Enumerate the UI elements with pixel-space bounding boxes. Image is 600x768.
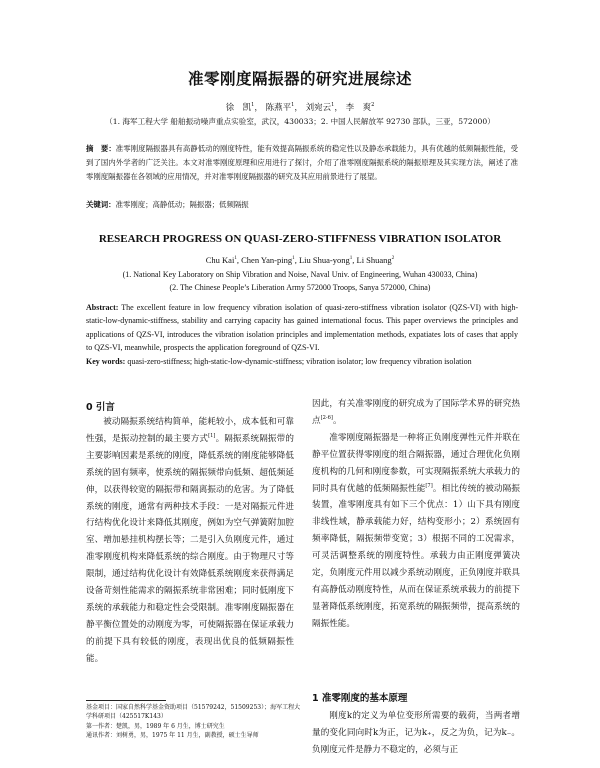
author-separator: ，	[334, 103, 343, 113]
chinese-keywords-label: 关键词：	[86, 200, 116, 209]
author-separator: ，	[294, 103, 303, 113]
en-author-separator: ,	[352, 255, 357, 265]
chinese-abstract	[86, 142, 518, 184]
english-affiliation-1: (1. National Key Laboratory on Ship Vibration and Noise, Naval Univ. of Engineering, Wuhan 430033, China)	[122, 270, 478, 279]
en-author-2: Chen Yan-ping	[241, 255, 293, 265]
english-keywords	[86, 355, 518, 368]
footnote-funding: 基金项目：国家自然科学基金资助项目（51579242，51509253）；海军工程大学科研项目（425517K143）	[86, 704, 301, 721]
author-4-mark: 2	[371, 102, 375, 109]
author-1: 徐 凯	[225, 103, 252, 113]
citation: [2-6]	[320, 415, 333, 422]
en-author-separator: ,	[294, 255, 299, 265]
right-col-text-1b: 。相比传统的被动隔振装置，准零刚度具有如下三个优点：1）山下具有刚度非线性域，静承载能力好，结构变形小；2）系统固有频率降低，隔振频带变宽；3）根据不同的工况需求，可灵活调整系统的刚度特性。承载力由正刚度弹簧决定，负刚度元件用以减少系统动刚度，正负刚度并联具有高静低动刚度特性，从而在保证系统承载力的前提下显著降低系统刚度，拓宽系统的隔振频带，提高系统的隔振性能。	[312, 483, 520, 629]
author-separator: ，	[254, 103, 263, 113]
left-column	[86, 414, 294, 668]
right-column	[312, 396, 520, 633]
en-author-4-mark: 2	[391, 255, 395, 262]
english-keywords-text: quasi-zero-stiffness; high-static-low-dynamic-stiffness; vibration isolator; low frequency vibration isolation	[127, 357, 472, 366]
english-title: RESEARCH PROGRESS ON QUASI-ZERO-STIFFNESS VIBRATION ISOLATOR	[98, 233, 502, 245]
chinese-affiliation: （1. 海军工程大学 船舶振动噪声重点实验室，武汉，430033；2. 中国人民解放军 92730 部队，三亚，572000）	[105, 117, 495, 126]
english-abstract-text: The excellent feature in low frequency vibration isolation of quasi-zero-stiffness vibration isolator (QZS-VI) with high-static-low-dynamic-stiffness, stability and carrying capacity has gained international focus. This paper overviews the principles and applications of QZS-VI, introduces the vibration isolation principles and implementation methods, expatiates lots of cases that apply to QZS-VI, meanwhile, prospects the application foreground of QZS-VI.	[86, 303, 519, 352]
author-2: 陈燕平	[265, 103, 292, 113]
right-col-text-1a: 准零刚度隔振器是一种将正负刚度弹性元件并联在静平位置获得零刚度的组合隔振器，通过合理优化负刚度机构的几何和刚度参数，可实现隔振系统大承载力的同时具有优越的低频隔振性能	[312, 432, 520, 494]
en-author-1-mark: 1	[234, 255, 237, 262]
chinese-authors	[0, 101, 600, 113]
english-authors	[0, 255, 600, 265]
section-0-text-b: 。隔振系统隔振带的主要影响因素是系统的刚度，降低系统的刚度能够降低系统的固有频率，使系统的隔振频带向低频、超低频延伸，以获得较宽的隔振带和隔离振动的危害。为了降低系统的刚度，通常有两种技术手段：一是对隔振元件进行结构优化设计来降低其刚度，例如为空气弹簧附加腔室、增加悬挂机构摆长等；二是引入负刚度元件，通过准零刚度机构来降低系统的综合刚度。由于物理尺寸等限制，通过结构优化设计有效降低系统刚度来获得满足设备苛刻性能需求的隔振系统非常困难；同时低刚度下系统的承载能力和稳定性会受限制。准零刚度隔振器在静平衡位置处的动刚度为零，可使隔振器在保证承载力的前提下具有较低的刚度，表现出优良的低频隔振性能。	[86, 433, 294, 664]
right-col-paragraph-1	[312, 430, 520, 633]
footnote-rule	[86, 700, 166, 701]
citation: [7]	[425, 482, 433, 489]
section-0-paragraph	[86, 414, 294, 668]
english-abstract-label: Abstract:	[86, 303, 119, 312]
author-3-mark: 1	[331, 102, 335, 109]
en-author-4: Li Shuang	[356, 255, 392, 265]
section-1-paragraph: 刚度k的定义为单位变形所需要的载荷，当两者增量的变化同向时k为正，记为k₊，反之为负，记为k₋。负刚度元件是静力不稳定的，必须与正	[312, 711, 520, 755]
footnote	[86, 703, 306, 740]
english-abstract	[86, 301, 518, 354]
en-author-separator: ,	[236, 255, 242, 265]
right-col-paragraph-0	[312, 396, 520, 430]
chinese-title: 准零刚度隔振器的研究进展综述	[187, 70, 412, 88]
section-0-text-a: 被动隔振系统结构简单，能耗较小，成本低和可靠性强，是振动控制的最主要方式	[86, 417, 294, 444]
chinese-keywords-text: 准零刚度；高静低动；隔振器；低频隔振	[115, 200, 249, 209]
footnote-corresponding-author: 通讯作者：刘树勇，男，1975 年 11 月生，副教授，硕士生导师	[86, 731, 259, 739]
author-3: 刘宛云	[305, 103, 332, 113]
citation: [1]	[208, 433, 216, 440]
footnote-first-author: 第一作者：楚凯，男，1989 年 6 月生，博士研究生	[86, 722, 225, 730]
en-author-2-mark: 1	[292, 255, 295, 262]
author-4: 李 爽	[345, 103, 372, 113]
en-author-1: Chu Kai	[205, 255, 235, 265]
right-col-text-0a: 因此，有关准零刚度的研究成为了国际学术界的研究热点	[312, 399, 520, 426]
section-0-heading: 0 引言	[86, 402, 115, 413]
english-keywords-label: Key words:	[86, 357, 126, 366]
chinese-abstract-label: 摘 要：	[86, 144, 116, 153]
section-1-heading: 1 准零刚度的基本原理	[312, 693, 408, 704]
chinese-abstract-text: 准零刚度隔振器具有高静低动的刚度特性，能有效提高隔振系统的稳定性以及静态承载能力，具有优越的低频隔振性能，受到了国内外学者的广泛关注。本文对准零刚度原理和应用进行了探讨，介绍了准零刚度隔振系统的隔振原理及其实现方法，阐述了准零刚度隔振器在各领域的应用情况，并对准零刚度隔振器的研究及其应用前景进行了展望。	[86, 144, 518, 181]
section-1-body	[312, 708, 520, 759]
author-1-mark: 1	[251, 102, 255, 109]
en-author-3-mark: 1	[349, 255, 353, 262]
author-2-mark: 1	[291, 102, 295, 109]
en-author-3: Liu Shua-yong	[298, 255, 350, 265]
english-affiliation-2: (2. The Chinese People’s Liberation Army 572000 Troops, Sanya 572000, China)	[169, 283, 431, 292]
right-col-text-0b: 。	[332, 415, 342, 426]
chinese-keywords	[86, 198, 518, 212]
